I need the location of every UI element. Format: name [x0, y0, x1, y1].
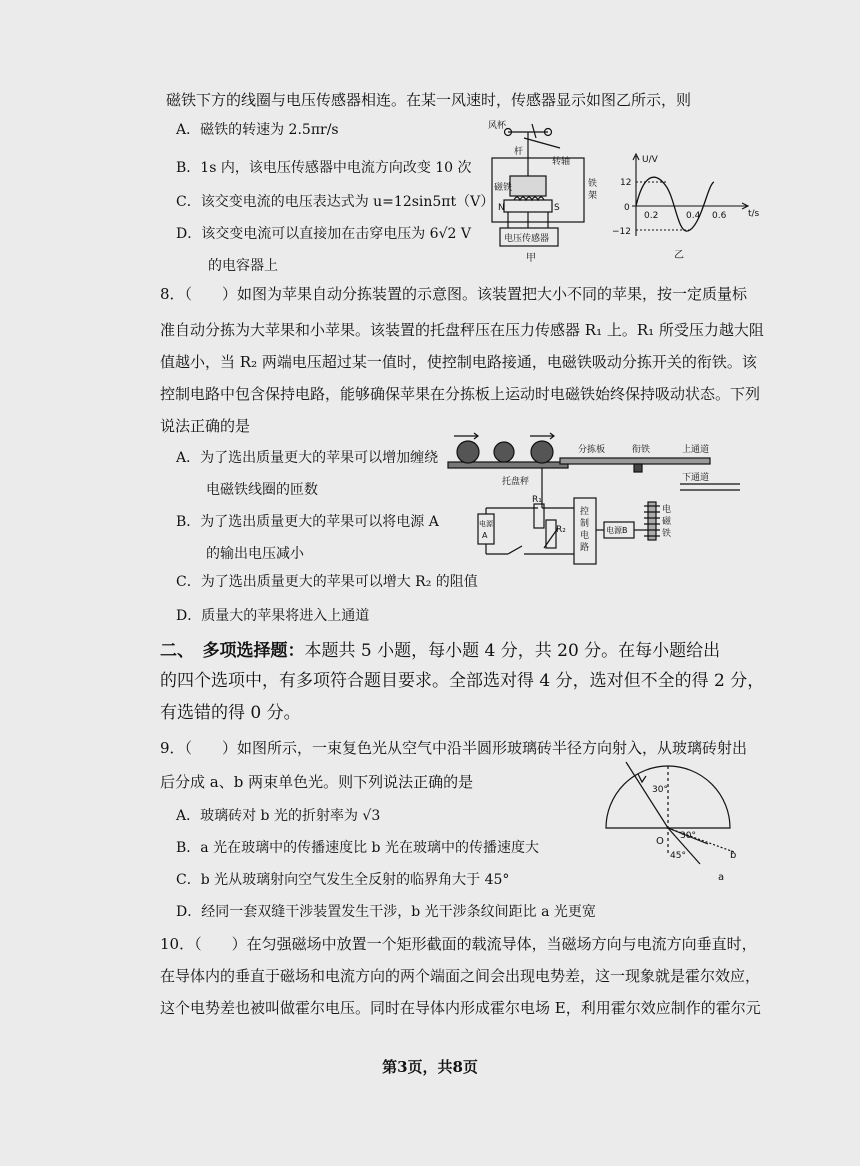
- waveform-tick-0-4: 0.4: [686, 211, 701, 221]
- label-kong: 控: [580, 507, 590, 517]
- glass-semicircle-figure: [600, 760, 748, 894]
- section-2-line2: 的四个选项中，有多项符合题目要求。全部选对得 4 分，选对但不全的得 2 分，: [160, 671, 765, 691]
- angle-30-exit: 30°: [680, 831, 696, 841]
- q9-stem-line2: 后分成 a、b 两束单色光。则下列说法正确的是: [160, 773, 474, 791]
- waveform-tick-0: 0: [624, 203, 630, 213]
- section-2-intro: 本题共 5 小题，每小题 4 分，共 20 分。在每小题给出: [304, 641, 721, 661]
- waveform-xlabel: t/s: [748, 209, 760, 219]
- q8-stem-line1: 8．（ ）如图为苹果自动分拣装置的示意图。该装置把大小不同的苹果，按一定质量标: [160, 285, 748, 303]
- apple-sorting-figure: [448, 428, 740, 576]
- q9-option-d: D．经同一套双缝干涉装置发生干涉，b 光干涉条纹间距比 a 光更宽: [176, 904, 596, 920]
- angle-45: 45°: [670, 851, 686, 861]
- label-zhi: 制: [580, 519, 590, 529]
- q9-option-c: C．b 光从玻璃射向空气发生全反射的临界角大于 45°: [176, 872, 510, 888]
- label-shangtongdao: 上通道: [682, 445, 710, 455]
- q8-option-b: B．为了选出质量更大的苹果可以将电源 A: [176, 514, 439, 530]
- waveform-tick-12: 12: [620, 178, 632, 188]
- section-2-title: 二、 多项选择题：: [160, 641, 305, 661]
- q7-option-d: D．该交变电流可以直接加在击穿电压为 6√2 V: [176, 226, 471, 242]
- label-citie: 磁铁: [494, 183, 513, 193]
- section-2-heading: [160, 640, 720, 662]
- label-gan: 杆: [514, 147, 524, 157]
- angle-30-incident: 30°: [652, 785, 668, 795]
- q8-option-c: C．为了选出质量更大的苹果可以增大 R₂ 的阻值: [176, 574, 478, 590]
- q10-stem-line2: 在导体内的垂直于磁场和电流方向的两个端面之间会出现电势差，这一现象就是霍尔效应，: [160, 967, 761, 985]
- q8-option-b-cont: 的输出电压减小: [206, 546, 304, 562]
- point-o: O: [656, 836, 664, 847]
- q7-intro: 磁铁下方的线圈与电压传感器相连。在某一风速时，传感器显示如图乙所示，则: [166, 91, 692, 109]
- label-zhuanzhou: 转轴: [552, 157, 571, 167]
- q8-option-a-cont: 电磁铁线圈的匝数: [206, 482, 318, 498]
- q7-option-c: C．该交变电流的电压表达式为 u=12sin5πt（V）: [176, 194, 495, 210]
- label-xiatongdao: 下通道: [682, 473, 710, 483]
- label-xiantie: 衔铁: [632, 445, 651, 455]
- label-fenjianban: 分拣板: [578, 445, 606, 455]
- label-voltage-sensor: 电压传感器: [504, 234, 550, 244]
- q8-option-d: D．质量大的苹果将进入上通道: [176, 608, 370, 624]
- wind-generator-figure: [470, 118, 610, 268]
- label-dian: 电: [580, 531, 590, 541]
- label-s-pole: S: [554, 203, 560, 213]
- label-fengbei: 风杯: [488, 121, 507, 131]
- label-lu: 路: [580, 543, 590, 553]
- page-footer: 第3页，共8页: [382, 1058, 478, 1076]
- label-r1: R₁: [532, 495, 542, 505]
- waveform-tick-0-2: 0.2: [644, 211, 659, 221]
- label-dianyuan: 电源: [479, 520, 493, 528]
- q8-option-a: A．为了选出质量更大的苹果可以增加缠绕: [176, 450, 439, 466]
- waveform-tick-0-6: 0.6: [712, 211, 727, 221]
- waveform-ylabel: U/V: [642, 155, 658, 165]
- q8-stem-line4: 控制电路中包含保持电路，能够确保苹果在分拣板上运动时电磁铁始终保持吸动状态。下列: [160, 385, 761, 403]
- q8-stem-line2: 准自动分拣为大苹果和小苹果。该装置的托盘秤压在压力传感器 R₁ 上。R₁ 所受压力越大阻: [160, 321, 764, 339]
- label-ci: 磁: [662, 517, 672, 527]
- q7-option-a: A．磁铁的转速为 2.5πr/s: [176, 122, 339, 138]
- label-tie: 铁: [662, 529, 672, 539]
- label-r2: R₂: [556, 525, 566, 535]
- figure-caption-jia: 甲: [526, 253, 536, 264]
- ray-a-label: a: [718, 872, 725, 883]
- voltage-waveform-figure: [612, 150, 762, 262]
- q9-option-a: A．玻璃砖对 b 光的折射率为 √3: [176, 808, 381, 824]
- label-tie: 铁: [588, 179, 598, 189]
- q7-option-b: B．1s 内，该电压传感器中电流方向改变 10 次: [176, 160, 472, 176]
- q8-stem-line3: 值越小，当 R₂ 两端电压超过某一值时，使控制电路接通，电磁铁吸动分拣开关的衔铁。该: [160, 353, 757, 371]
- q9-stem-line1: 9．（ ）如图所示，一束复色光从空气中沿半圆形玻璃砖半径方向射入，从玻璃砖射出: [160, 739, 748, 757]
- section-2-line3: 有选错的得 0 分。: [160, 703, 301, 723]
- label-dian2: 电: [662, 505, 672, 515]
- q9-option-b: B．a 光在玻璃中的传播速度比 b 光在玻璃中的传播速度大: [176, 840, 539, 856]
- ray-b-label: b: [730, 850, 737, 861]
- label-tuopancheng: 托盘秤: [502, 477, 530, 487]
- label-source-a: A: [482, 531, 488, 540]
- q7-option-d-cont: 的电容器上: [208, 258, 278, 274]
- label-jia: 架: [588, 191, 598, 201]
- label-n-pole: N: [498, 203, 505, 213]
- q10-stem-line3: 这个电势差也被叫做霍尔电压。同时在导体内形成霍尔电场 E，利用霍尔效应制作的霍尔元: [160, 999, 761, 1017]
- q10-stem-line1: 10．（ ）在匀强磁场中放置一个矩形截面的载流导体，当磁场方向与电流方向垂直时，: [160, 935, 757, 953]
- label-dianyuan-b: 电源B: [606, 526, 628, 535]
- figure-caption-yi: 乙: [674, 250, 684, 261]
- q8-stem-line5: 说法正确的是: [160, 417, 251, 435]
- waveform-tick-neg12: −12: [612, 227, 631, 237]
